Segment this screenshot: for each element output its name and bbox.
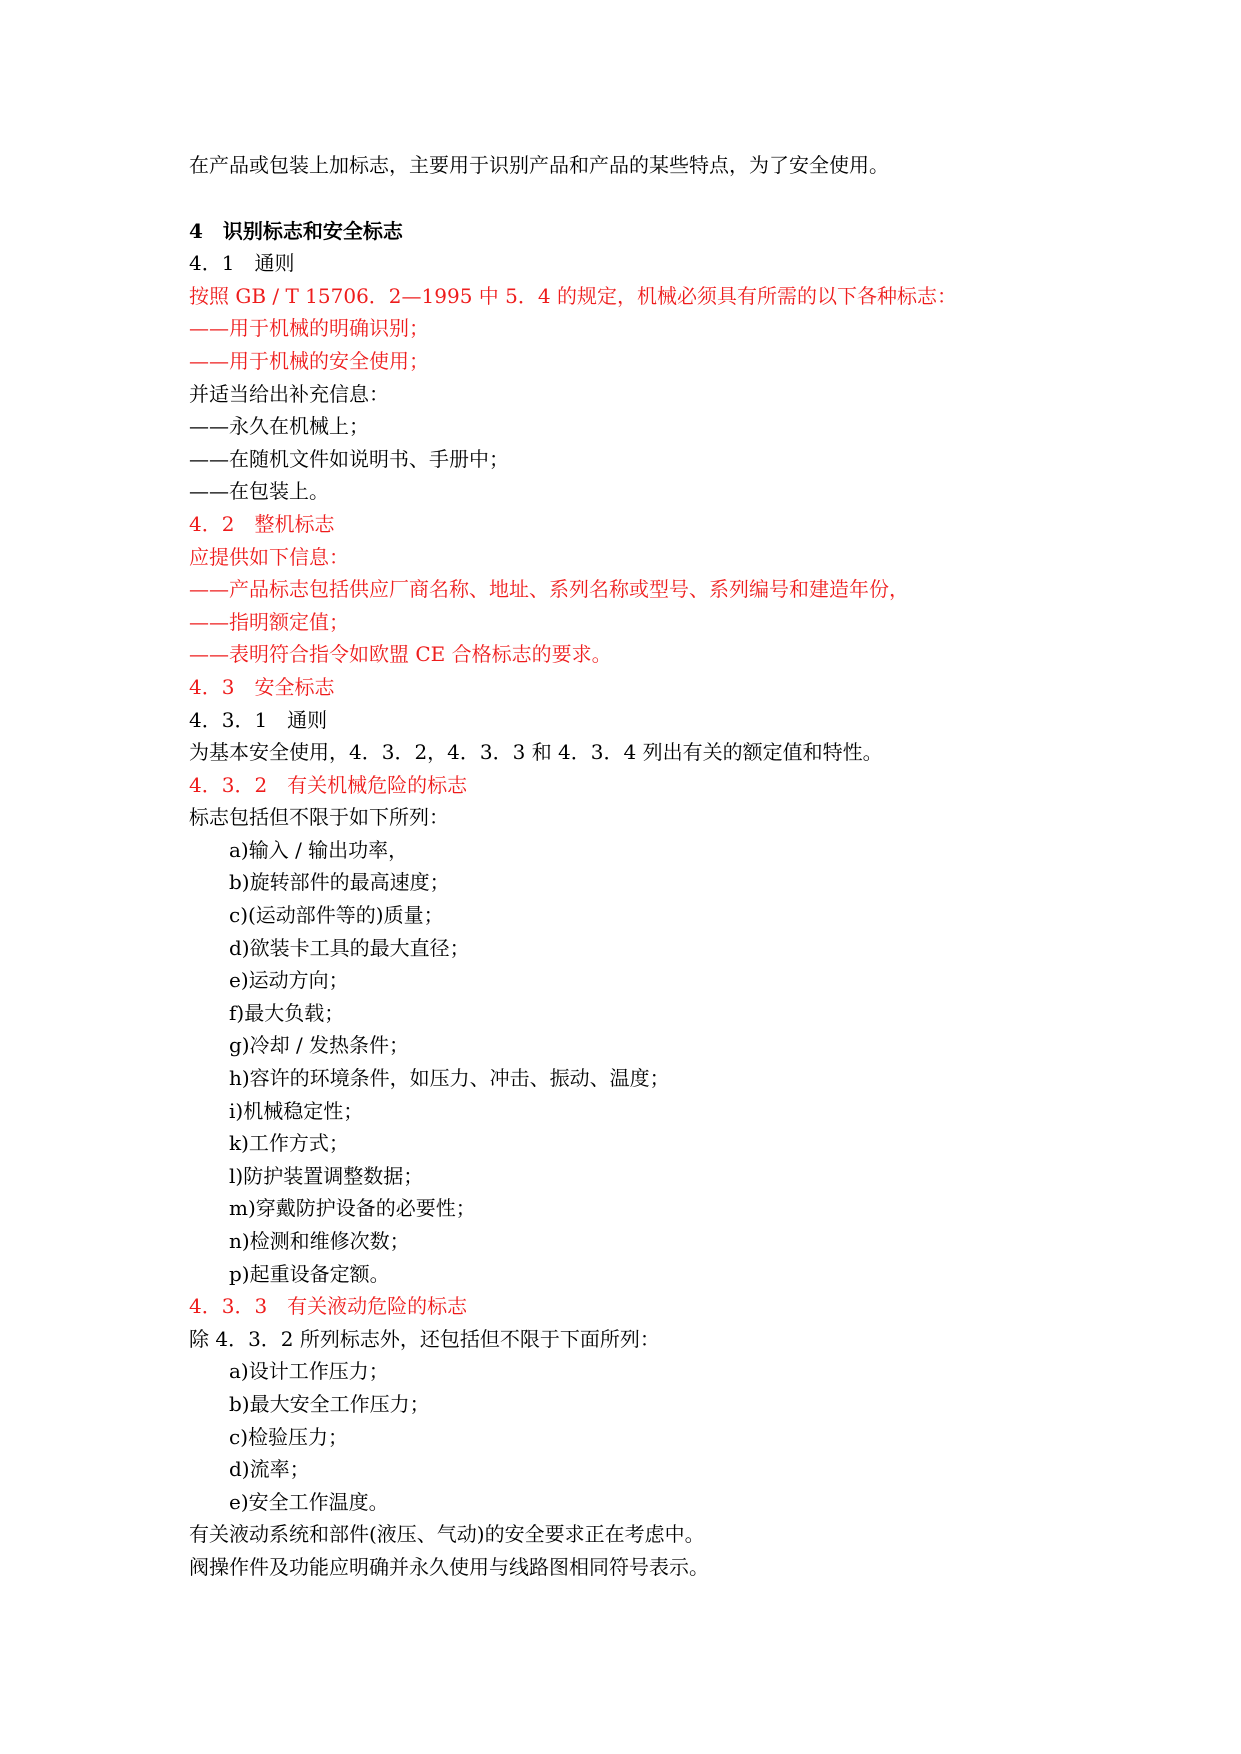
list-item: a)设计工作压力； bbox=[229, 1359, 389, 1384]
intro-paragraph: 在产品或包装上加标志，主要用于识别产品和产品的某些特点，为了安全使用。 bbox=[189, 153, 889, 177]
text-line: ——永久在机械上； bbox=[189, 414, 369, 439]
text-line: 并适当给出补充信息： bbox=[189, 381, 389, 406]
text-line: 4．3 安全标志 bbox=[189, 674, 335, 699]
text-line: 应提供如下信息： bbox=[189, 544, 349, 569]
document-body bbox=[189, 215, 1179, 1584]
list-item: f)最大负载； bbox=[229, 1000, 345, 1025]
text-line: ——表明符合指令如欧盟 CE 合格标志的要求。 bbox=[189, 642, 612, 667]
text-line: 为基本安全使用，4．3．2，4．3．3 和 4．3．4 列出有关的额定值和特性。 bbox=[189, 740, 883, 765]
text-line: 4．1 通则 bbox=[189, 251, 295, 276]
list-item: e)运动方向； bbox=[229, 968, 349, 993]
text-line: 除 4．3．2 所列标志外，还包括但不限于下面所列： bbox=[189, 1326, 660, 1351]
list-item: h)容许的环境条件，如压力、冲击、振动、温度； bbox=[229, 1066, 670, 1091]
list-item: k)工作方式； bbox=[229, 1131, 349, 1156]
text-line: 标志包括但不限于如下所列： bbox=[189, 805, 449, 830]
list-item: c)(运动部件等的)质量； bbox=[229, 903, 444, 928]
text-line: ——产品标志包括供应厂商名称、地址、系列名称或型号、系列编号和建造年份， bbox=[189, 577, 909, 602]
document-page bbox=[189, 149, 1179, 1584]
text-line: 阀操作件及功能应明确并永久使用与线路图相同符号表示。 bbox=[189, 1554, 709, 1579]
list-item: p)起重设备定额。 bbox=[229, 1261, 390, 1286]
text-line: 按照 GB / T 15706．2—1995 中 5．4 的规定，机械必须具有所需的以下各种标志： bbox=[189, 283, 957, 308]
list-item: c)检验压力； bbox=[229, 1424, 349, 1449]
text-line: 有关液动系统和部件(液压、气动)的安全要求正在考虑中。 bbox=[189, 1522, 705, 1547]
list-item: b)旋转部件的最高速度； bbox=[229, 870, 450, 895]
list-item: d)欲装卡工具的最大直径； bbox=[229, 935, 470, 960]
list-item: n)检测和维修次数； bbox=[229, 1229, 410, 1253]
text-line: ——在包装上。 bbox=[189, 479, 329, 504]
section-heading: 4 识别标志和安全标志 bbox=[189, 218, 403, 243]
list-item: b)最大安全工作压力； bbox=[229, 1391, 430, 1416]
text-line: 4．3．3 有关液动危险的标志 bbox=[189, 1294, 468, 1319]
list-item: g)冷却 / 发热条件； bbox=[229, 1033, 410, 1058]
list-item: d)流率； bbox=[229, 1457, 310, 1482]
list-item: e)安全工作温度。 bbox=[229, 1489, 389, 1514]
text-line: 4．2 整机标志 bbox=[189, 511, 335, 536]
text-line: 4．3．2 有关机械危险的标志 bbox=[189, 772, 468, 797]
list-item: m)穿戴防护设备的必要性； bbox=[229, 1196, 476, 1221]
text-line: 4．3．1 通则 bbox=[189, 707, 328, 732]
list-item: a)输入 / 输出功率， bbox=[229, 837, 409, 862]
list-item: i)机械稳定性； bbox=[229, 1098, 364, 1123]
list-item: l)防护装置调整数据； bbox=[229, 1163, 424, 1188]
text-line: ——用于机械的安全使用； bbox=[189, 348, 429, 373]
text-line: ——用于机械的明确识别； bbox=[189, 316, 429, 341]
text-line: ——指明额定值； bbox=[189, 609, 349, 634]
text-line: ——在随机文件如说明书、手册中； bbox=[189, 446, 509, 471]
